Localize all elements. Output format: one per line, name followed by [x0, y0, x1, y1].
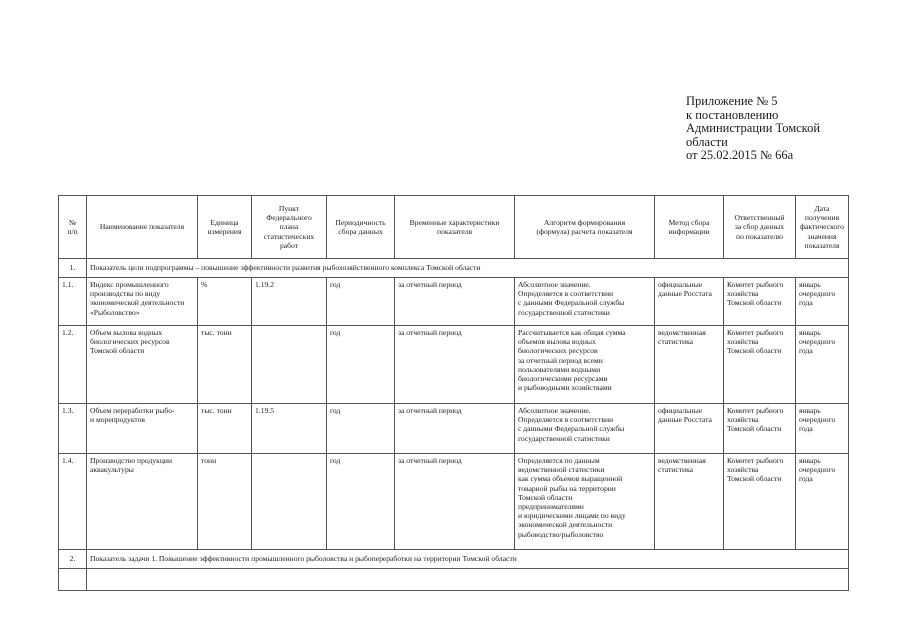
annex-line: Приложение № 5 — [686, 94, 778, 108]
row-algorithm: Абсолютное значение. Определяется в соответствии с данными Федеральной службы государственной статистики — [515, 278, 655, 326]
row-periodicity: год — [327, 278, 395, 326]
row-algorithm: Рассчитывается как общая сумма объемов вылова водных биологических ресурсов за отчетный период всеми пользователями водными биологическими ресурсами и рыбоводными хозяйствами — [515, 326, 655, 404]
annex-line: к постановлению — [686, 107, 779, 122]
row-indicator-name: Объем вылова водных биологических ресурсов Томской области — [87, 326, 198, 404]
section-number: 2. — [59, 550, 87, 569]
table-row — [59, 454, 849, 550]
row-responsible: Комитет рыбного хозяйства Томской области — [724, 326, 796, 404]
table-row — [59, 404, 849, 454]
row-unit: тонн — [198, 454, 252, 550]
row-responsible: Комитет рыбного хозяйства Томской области — [724, 278, 796, 326]
row-unit: тыс. тонн — [198, 404, 252, 454]
row-plan-item: 1.19.2 — [252, 278, 327, 326]
row-indicator-name: Производство продукции аквакультуры — [87, 454, 198, 550]
row-date: январь очередного года — [796, 454, 849, 550]
row-method: ведомственная статистика — [655, 454, 724, 550]
row-plan-item — [252, 326, 327, 404]
annex-header — [686, 95, 820, 163]
header-collection-method: Метод сбора информации — [655, 196, 724, 259]
header-indicator-name: Наименование показателя — [87, 196, 198, 259]
table-row — [59, 569, 849, 591]
annex-line: от 25.02.2015 № 66а — [686, 148, 794, 162]
row-method: ведомственная статистика — [655, 326, 724, 404]
header-number: № п/п — [59, 196, 87, 259]
row-periodicity: год — [327, 404, 395, 454]
header-responsible: Ответственный за сбор данных по показателю — [724, 196, 796, 259]
header-algorithm: Алгоритм формирования (формула) расчета показателя — [515, 196, 655, 259]
row-date: январь очередного года — [796, 404, 849, 454]
annex-line: Администрации Томской — [686, 121, 821, 135]
empty-cell — [87, 569, 849, 591]
row-indicator-name: Объем переработки рыбо- и морепродуктов — [87, 404, 198, 454]
header-date: Дата получения фактического значения показателя — [796, 196, 849, 259]
row-responsible: Комитет рыбного хозяйства Томской области — [724, 404, 796, 454]
section-title: Показатель цели подпрограммы – повышение эффективности развития рыбохозяйственного комплекса Томской области — [87, 259, 849, 278]
row-number: 1.3. — [59, 404, 87, 454]
row-date: январь очередного года — [796, 326, 849, 404]
header-time-characteristics: Временные характеристики показателя — [395, 196, 515, 259]
section-row — [59, 550, 849, 569]
indicators-table — [58, 195, 849, 591]
section-number: 1. — [59, 259, 87, 278]
row-unit: тыс. тонн — [198, 326, 252, 404]
row-indicator-name: Индекс промышленного производства по виду экономической деятельности «Рыболовство» — [87, 278, 198, 326]
annex-line: области — [686, 134, 728, 149]
header-periodicity: Периодичность сбора данных — [327, 196, 395, 259]
table-row — [59, 326, 849, 404]
row-time: за отчетный период — [395, 278, 515, 326]
row-number: 1.4. — [59, 454, 87, 550]
row-time: за отчетный период — [395, 454, 515, 550]
row-date: январь очередного года — [796, 278, 849, 326]
row-plan-item: 1.19.5 — [252, 404, 327, 454]
row-number: 1.2. — [59, 326, 87, 404]
row-responsible: Комитет рыбного хозяйства Томской области — [724, 454, 796, 550]
header-federal-plan-item: Пункт Федерального плана статистических работ — [252, 196, 327, 259]
row-algorithm: Абсолютное значение. Определяется в соответствии с данными Федеральной службы государственной статистики — [515, 404, 655, 454]
section-title: Показатель задачи 1. Повышение эффективности промышленного рыболовства и рыбопереработки на территории Томской области — [87, 550, 849, 569]
row-plan-item — [252, 454, 327, 550]
row-periodicity: год — [327, 454, 395, 550]
row-algorithm: Определяется по данным ведомственной статистики как сумма объемов выращенной товарной рыбы на территории Томской области предпринимателями и юридическими лицами по виду экономической деятельности рыбоводство/рыболовство — [515, 454, 655, 550]
row-unit: % — [198, 278, 252, 326]
section-row — [59, 259, 849, 278]
row-time: за отчетный период — [395, 404, 515, 454]
row-method: официальные данные Росстата — [655, 278, 724, 326]
header-unit: Единица измерения — [198, 196, 252, 259]
row-number: 1.1. — [59, 278, 87, 326]
row-method: официальные данные Росстата — [655, 404, 724, 454]
table-row — [59, 278, 849, 326]
empty-cell — [59, 569, 87, 591]
row-periodicity: год — [327, 326, 395, 404]
row-time: за отчетный период — [395, 326, 515, 404]
table-header-row — [59, 196, 849, 259]
